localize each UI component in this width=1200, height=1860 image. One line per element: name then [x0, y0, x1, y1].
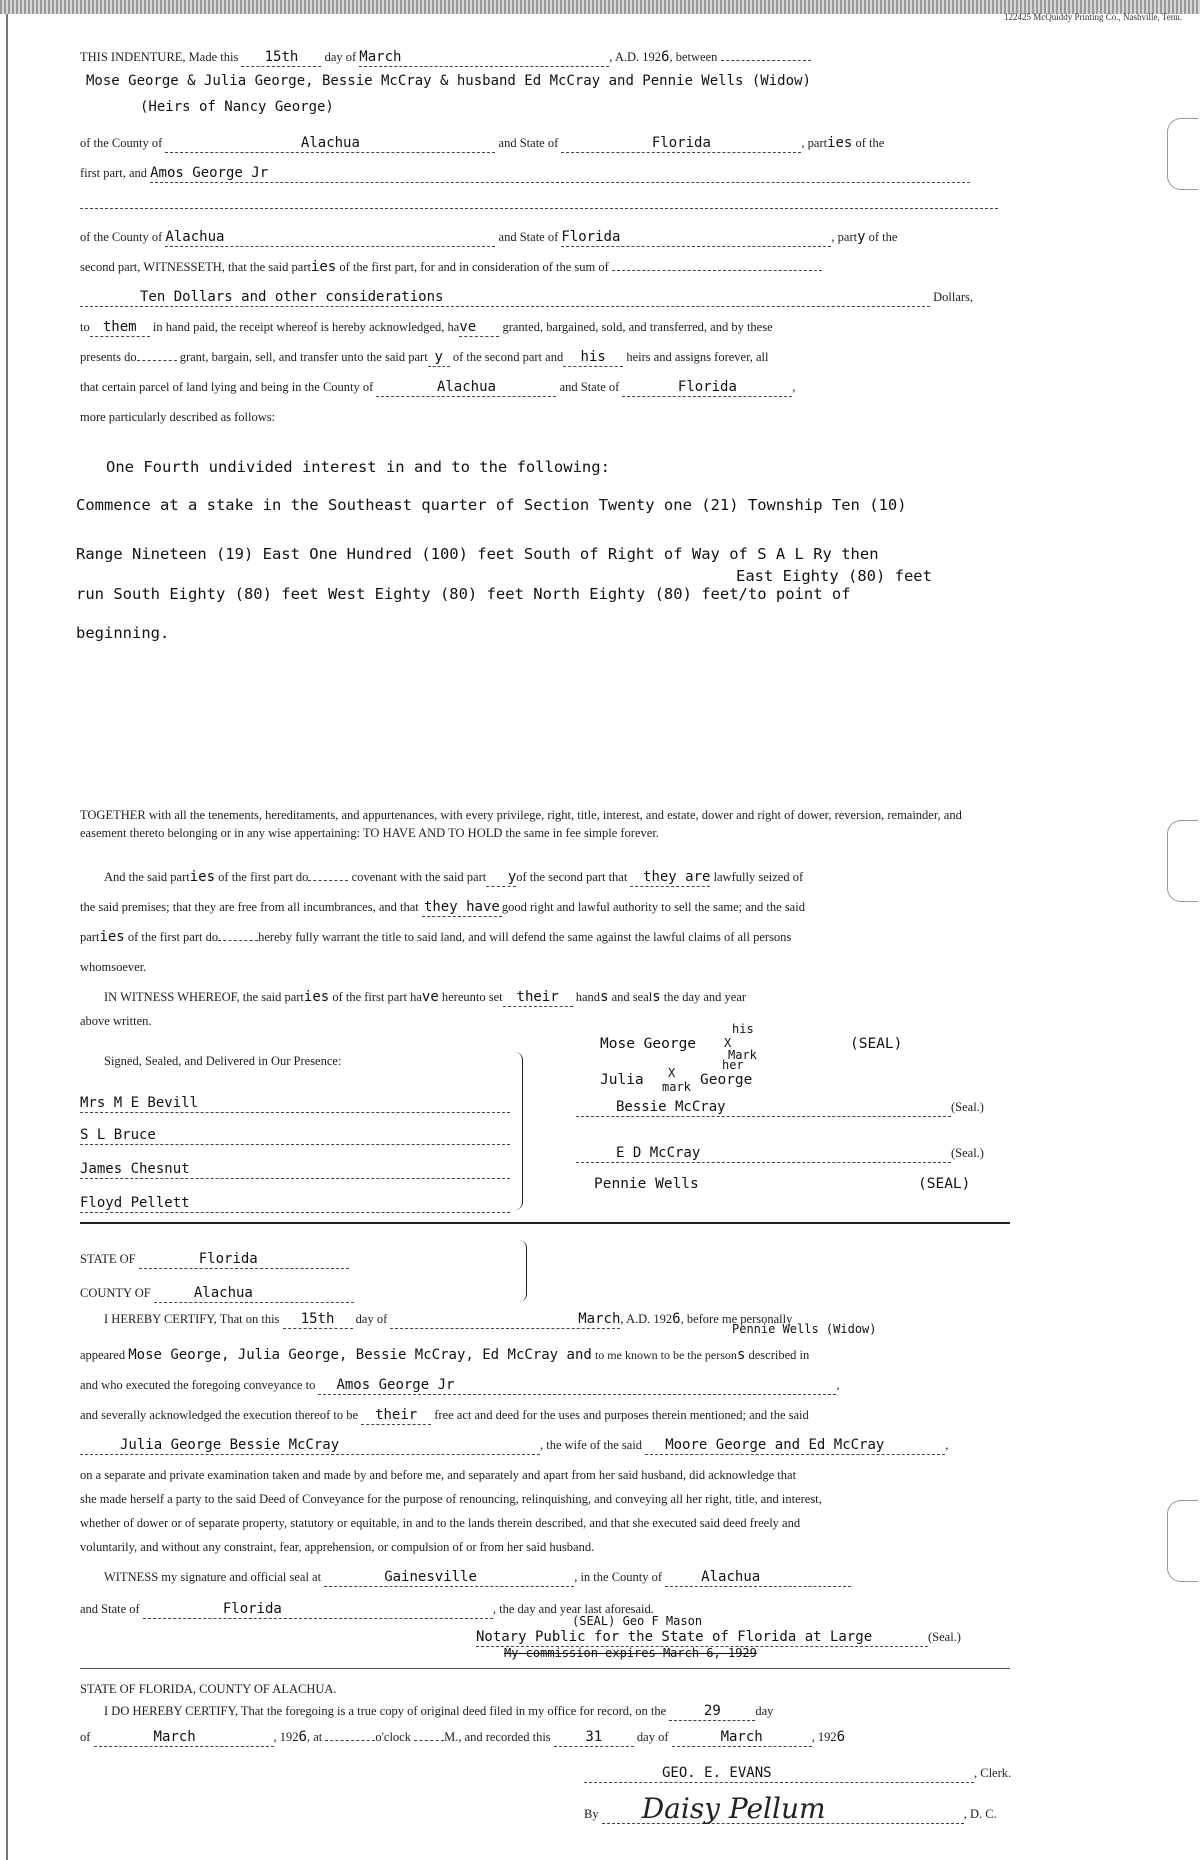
recording-day-2: 31 — [585, 1729, 603, 1745]
state-2: Florida — [561, 229, 621, 245]
of-the-label-2: of the — [868, 230, 898, 244]
ack-executed-line: and who executed the foregoing conveyance to Amos George Jr , — [80, 1377, 840, 1393]
recording-m: M., and recorded this — [444, 1730, 551, 1744]
sum-line — [80, 288, 1010, 307]
warrant-c: hereby fully warrant the title to said land, and will defend the same against the lawful claims of all persons — [258, 930, 792, 944]
recording-certify-line — [104, 1702, 1034, 1721]
covenant-suffix: ies — [189, 869, 216, 885]
witness-c: hereunto set — [441, 990, 503, 1004]
seal-pennie: (SEAL) — [918, 1176, 971, 1192]
recording-month-2: March — [720, 1729, 763, 1745]
printer-imprint: 122425 McQuiddy Printing Co., Nashville, Tenn. — [1004, 12, 1182, 22]
indenture-month: March — [359, 49, 402, 65]
state-of-label-2: and State of — [498, 230, 559, 244]
ack-state: Florida — [198, 1251, 258, 1267]
county-line-1 — [80, 134, 1010, 153]
ack-executed-to: and who executed the foregoing conveyance to — [80, 1378, 316, 1392]
heirs-assigns: heirs and assigns forever, all — [626, 350, 769, 364]
part-suffix-2: y — [857, 229, 866, 245]
recording-certify: I DO HEREBY CERTIFY, That the foregoing is a true copy of original deed filed in my office for record, on the — [104, 1704, 667, 1718]
witnesseth-line — [80, 258, 1010, 276]
county-1: Alachua — [300, 135, 360, 151]
separator-2 — [80, 1668, 1010, 1669]
witness-ve: ve — [421, 989, 439, 1005]
witness-name-2: S L Bruce — [80, 1127, 156, 1143]
hand-s: s — [600, 989, 609, 1005]
second-party-line — [80, 164, 1010, 183]
description-line-5: beginning. — [76, 624, 170, 642]
ack-witness-sig: WITNESS my signature and official seal at — [104, 1570, 322, 1584]
witness-sig-2 — [80, 1126, 1010, 1145]
notary-title-line — [476, 1628, 1016, 1647]
ack-wives: Julia George Bessie McCray — [120, 1437, 340, 1453]
warrant-a: part — [80, 930, 100, 944]
ack-severally-a: and severally acknowledged the execution thereof to be — [80, 1408, 359, 1422]
ack-described-in: described in — [748, 1348, 810, 1362]
covenant-a: And the said part — [104, 870, 190, 884]
notary-title: Notary Public for the State of Florida at Large — [476, 1629, 873, 1645]
they-are: they are — [643, 869, 711, 885]
part-suffix-3: y — [434, 349, 443, 365]
blank-line — [80, 196, 1010, 214]
covenant-d: of the second part that — [516, 870, 628, 884]
second-part-and: of the second part and — [452, 350, 564, 364]
seal-mose: (SEAL) — [850, 1036, 903, 1052]
seal-bessie: (Seal.) — [951, 1100, 984, 1114]
ack-year: 6 — [672, 1311, 681, 1327]
witness-name-4: Floyd Pellett — [80, 1195, 190, 1211]
ack-their: their — [375, 1407, 418, 1423]
covenant-e: lawfully seized of — [713, 870, 804, 884]
his-label: his — [732, 1022, 754, 1036]
recording-date-line — [80, 1728, 1010, 1747]
ack-county-2: Alachua — [701, 1569, 761, 1585]
presence-label: Signed, Sealed, and Delivered in Our Presence: — [104, 1054, 342, 1068]
ack-and-state: and State of — [80, 1602, 140, 1616]
ack-city: Gainesville — [384, 1569, 477, 1585]
day-of-label: day of — [324, 50, 357, 64]
mark-label-2: mark — [662, 1080, 691, 1094]
premises-line — [80, 898, 1010, 917]
witness-name-1: Mrs M E Bevill — [80, 1095, 199, 1111]
recording-month-1: March — [153, 1729, 196, 1745]
witness-a: IN WITNESS WHEREOF, the said part — [104, 990, 304, 1004]
recording-year-1b: 6 — [298, 1729, 307, 1745]
her-label: her — [722, 1058, 744, 1072]
ed-line — [576, 1144, 1006, 1163]
dollars-label: Dollars, — [933, 290, 974, 304]
to-whom: them — [102, 319, 137, 335]
of-county-label: of the County of — [80, 136, 163, 150]
first-parties-line-2: (Heirs of Nancy George) — [140, 99, 334, 115]
county-line-2 — [80, 228, 1010, 247]
x-mark-2: X — [668, 1066, 676, 1080]
to-label: to — [80, 320, 90, 334]
dc-label: , D. C. — [963, 1807, 997, 1821]
whomsoever: whomsoever. — [80, 960, 147, 974]
ack-county: Alachua — [193, 1285, 253, 1301]
warrant-b: of the first part do — [127, 930, 219, 944]
notary-seal-name: (SEAL) Geo F Mason — [572, 1614, 703, 1628]
between-label: , between — [669, 50, 718, 64]
premises-a: the said premises; that they are free from all incumbrances, and that — [80, 900, 419, 914]
recording-day-of: day of — [636, 1730, 669, 1744]
ack-person-s: s — [736, 1347, 746, 1363]
part-label: , part — [801, 136, 828, 150]
first-parties-line-1: Mose George & Julia George, Bessie McCray & husband Ed McCray and Pennie Wells (Widow) — [86, 73, 811, 89]
first-part-and-label: first part, and — [80, 166, 147, 180]
ack-month: March — [578, 1311, 621, 1327]
witness-e: and seal — [611, 990, 653, 1004]
indenture-intro: THIS INDENTURE, Made this — [80, 50, 239, 64]
witness-brace — [510, 1052, 523, 1210]
deputy-signature: Daisy Pellum — [641, 1792, 826, 1825]
witnesseth-text: second part, WITNESSETH, that the said part — [80, 260, 311, 274]
recording-day-1: 29 — [703, 1703, 721, 1719]
hand-paid-text: in hand paid, the receipt whereof is hereby acknowledged, ha — [152, 320, 460, 334]
clerk-name: GEO. E. EVANS — [662, 1765, 772, 1781]
ack-ad: , A.D. 192 — [620, 1312, 673, 1326]
ack-exam-4: voluntarily, and without any constraint, fear, apprehension, or compulsion of or from her said husband. — [80, 1540, 595, 1554]
ack-county-label: COUNTY OF — [80, 1286, 151, 1300]
granted-text: granted, bargained, sold, and transferred, and by these — [502, 320, 773, 334]
ack-exam-3: whether of dower or of separate property, statutory or equitable, in and to the lands therein described, and that she executed said deed freely and — [80, 1516, 801, 1530]
ack-severally-b: free act and deed for the uses and purposes therein mentioned; and the said — [434, 1408, 809, 1422]
ack-grantee: Amos George Jr — [336, 1377, 455, 1393]
ha-suffix: ve — [459, 319, 477, 335]
ack-state-line — [80, 1250, 1010, 1269]
bessie-signature: Bessie McCray — [616, 1099, 726, 1115]
ack-persons: Mose George, Julia George, Bessie McCray, Ed McCray and — [128, 1347, 592, 1363]
witness-f: the day and year — [663, 990, 747, 1004]
of-county-label-2: of the County of — [80, 230, 163, 244]
ack-severally-line — [80, 1406, 1010, 1425]
covenant-line — [104, 868, 1034, 887]
left-edge-line — [6, 14, 8, 1860]
mark-label-1: Mark — [728, 1048, 757, 1062]
more-particularly: more particularly described as follows: — [80, 410, 276, 424]
punch-hole-middle — [1167, 820, 1198, 902]
ed-signature: E D McCray — [616, 1145, 701, 1161]
recording-at: , at — [306, 1730, 323, 1744]
his-label: his — [580, 349, 606, 365]
witness-suffix-2: ies — [303, 989, 330, 1005]
warrant-line — [80, 928, 1010, 946]
bessie-line — [576, 1098, 1006, 1117]
part-suffix-1: ies — [827, 135, 853, 151]
of-the-label: of the — [855, 136, 885, 150]
ack-state-day-line — [80, 1600, 1010, 1619]
ack-wives-line: Julia George Bessie McCray , the wife of the said Moore George and Ed McCray , — [80, 1436, 1010, 1455]
witness-d: hand — [575, 990, 601, 1004]
ack-day-year: , the day and year last aforesaid. — [492, 1602, 654, 1616]
description-line-1: One Fourth undivided interest in and to the following: — [106, 458, 610, 476]
covenant-c: covenant with the said part — [351, 870, 487, 884]
ack-appeared-line — [80, 1346, 1010, 1364]
mose-signature: Mose George — [600, 1036, 697, 1052]
together-paragraph: TOGETHER with all the tenements, hereditaments, and appurtenances, with every privilege, right, title, interest, and estate, dower and right of dower, reversion, remainder, and easement thereto belonging or in any wise appertaining: TO HAVE AND TO HOLD the same in fee simple forever. — [80, 808, 962, 840]
recording-year-2a: , 192 — [811, 1730, 837, 1744]
parcel-text: that certain parcel of land lying and being in the County of — [80, 380, 374, 394]
witness-suffix: ies — [310, 259, 337, 275]
premises-b: good right and lawful authority to sell the same; and the said — [501, 900, 805, 914]
ack-in-county: , in the County of — [574, 1570, 663, 1584]
ack-state-2: Florida — [222, 1601, 282, 1617]
county-3: Alachua — [436, 379, 496, 395]
notary-commission: My commission expires March 6, 1929 — [504, 1646, 757, 1660]
ack-wife-of: , the wife of the said — [540, 1438, 643, 1452]
receipt-line — [80, 318, 1010, 337]
indenture-day: 15th — [264, 49, 299, 65]
ack-state-label: STATE OF — [80, 1252, 136, 1266]
second-party-name: Amos George Jr — [150, 165, 269, 181]
their-1: their — [516, 989, 559, 1005]
witness-sig-4 — [80, 1194, 1010, 1213]
covenant-y: y — [507, 869, 517, 885]
punch-hole-bottom — [1167, 1500, 1198, 1582]
ack-certify-a: I HEREBY CERTIFY, That on this — [104, 1312, 280, 1326]
ack-day: 15th — [300, 1311, 335, 1327]
presents-line — [80, 348, 1010, 367]
clerk-label: , Clerk. — [974, 1766, 1012, 1780]
by-label: By — [584, 1807, 599, 1821]
ack-exam-2: she made herself a party to the said Deed of Conveyance for the purpose of renouncing, relinquishing, and conveying all her right, title, and interest, — [80, 1492, 822, 1506]
ack-appeared: appeared — [80, 1348, 126, 1362]
separator-1 — [80, 1222, 1010, 1224]
indenture-line-1 — [80, 48, 1010, 67]
recording-year-2b: 6 — [836, 1729, 846, 1745]
ad-label: , A.D. 192 — [609, 50, 662, 64]
state-of-label: and State of — [498, 136, 559, 150]
covenant-b: of the first part do — [218, 870, 309, 884]
description-line-3: Range Nineteen (19) East One Hundred (100) feet South of Right of Way of S A L Ry then — [76, 545, 879, 563]
ack-to-me-known: to me known to be the person — [594, 1348, 737, 1362]
seal-ed: (Seal.) — [951, 1146, 984, 1160]
recording-heading: STATE OF FLORIDA, COUNTY OF ALACHUA. — [80, 1682, 337, 1696]
julia-first: Julia — [600, 1072, 644, 1088]
and-state-of: and State of — [559, 380, 620, 394]
deputy-line — [584, 1792, 1014, 1825]
state-3: Florida — [677, 379, 737, 395]
parcel-line: that certain parcel of land lying and being in the County of Alachua and State of Florida , — [80, 379, 796, 395]
witness-name-3: James Chesnut — [80, 1161, 190, 1177]
consideration-sum: Ten Dollars and other considerations — [140, 289, 444, 305]
ack-certify-line — [104, 1310, 1034, 1329]
state-1: Florida — [651, 135, 711, 151]
warrant-suffix: ies — [99, 929, 125, 945]
ack-exam-1: on a separate and private examination taken and made by and before me, and separately and apart from her said husband, did acknowledge that — [80, 1468, 797, 1482]
julia-last: George — [700, 1072, 753, 1088]
indenture-year: 6 — [661, 49, 670, 65]
they-have: they have — [423, 899, 500, 915]
consideration-text: of the first part, for and in consideration of the sum of — [339, 260, 609, 274]
ack-before-me: , before me personally — [680, 1312, 793, 1326]
recording-oclock: o'clock — [375, 1730, 411, 1744]
seal-s: s — [652, 989, 661, 1005]
ack-county-line — [80, 1284, 1010, 1303]
clerk-line — [584, 1764, 1014, 1783]
pennie-signature: Pennie Wells — [594, 1176, 699, 1192]
description-line-2: Commence at a stake in the Southeast quarter of Section Twenty one (21) Township Ten (10) — [76, 496, 907, 514]
witness-whereof-line — [104, 988, 1034, 1007]
x-mark-1: X — [724, 1036, 732, 1050]
ack-day-of: day of — [355, 1312, 388, 1326]
part-label-2: , part — [831, 230, 858, 244]
notary-seal-end: (Seal.) — [928, 1630, 961, 1644]
punch-hole-top — [1167, 118, 1198, 190]
county-2: Alachua — [165, 229, 225, 245]
description-insert: East Eighty (80) feet — [736, 567, 932, 585]
above-written: above written. — [80, 1014, 152, 1028]
witness-b: of the first part ha — [332, 990, 422, 1004]
ack-pennie-insert: Pennie Wells (Widow) — [732, 1322, 877, 1336]
ack-witness-line — [104, 1568, 1034, 1587]
ack-husbands: Moore George and Ed McCray — [665, 1437, 885, 1453]
grant-sell-text: grant, bargain, sell, and transfer unto the said part — [179, 350, 428, 364]
recording-year-1a: , 192 — [273, 1730, 299, 1744]
recording-of: of — [80, 1730, 91, 1744]
description-line-4: run South Eighty (80) feet West Eighty (80) feet North Eighty (80) feet/to point of — [76, 585, 851, 603]
recording-day-label: day — [755, 1704, 774, 1718]
ack-brace — [514, 1240, 527, 1302]
presents-do: presents do — [80, 350, 137, 364]
